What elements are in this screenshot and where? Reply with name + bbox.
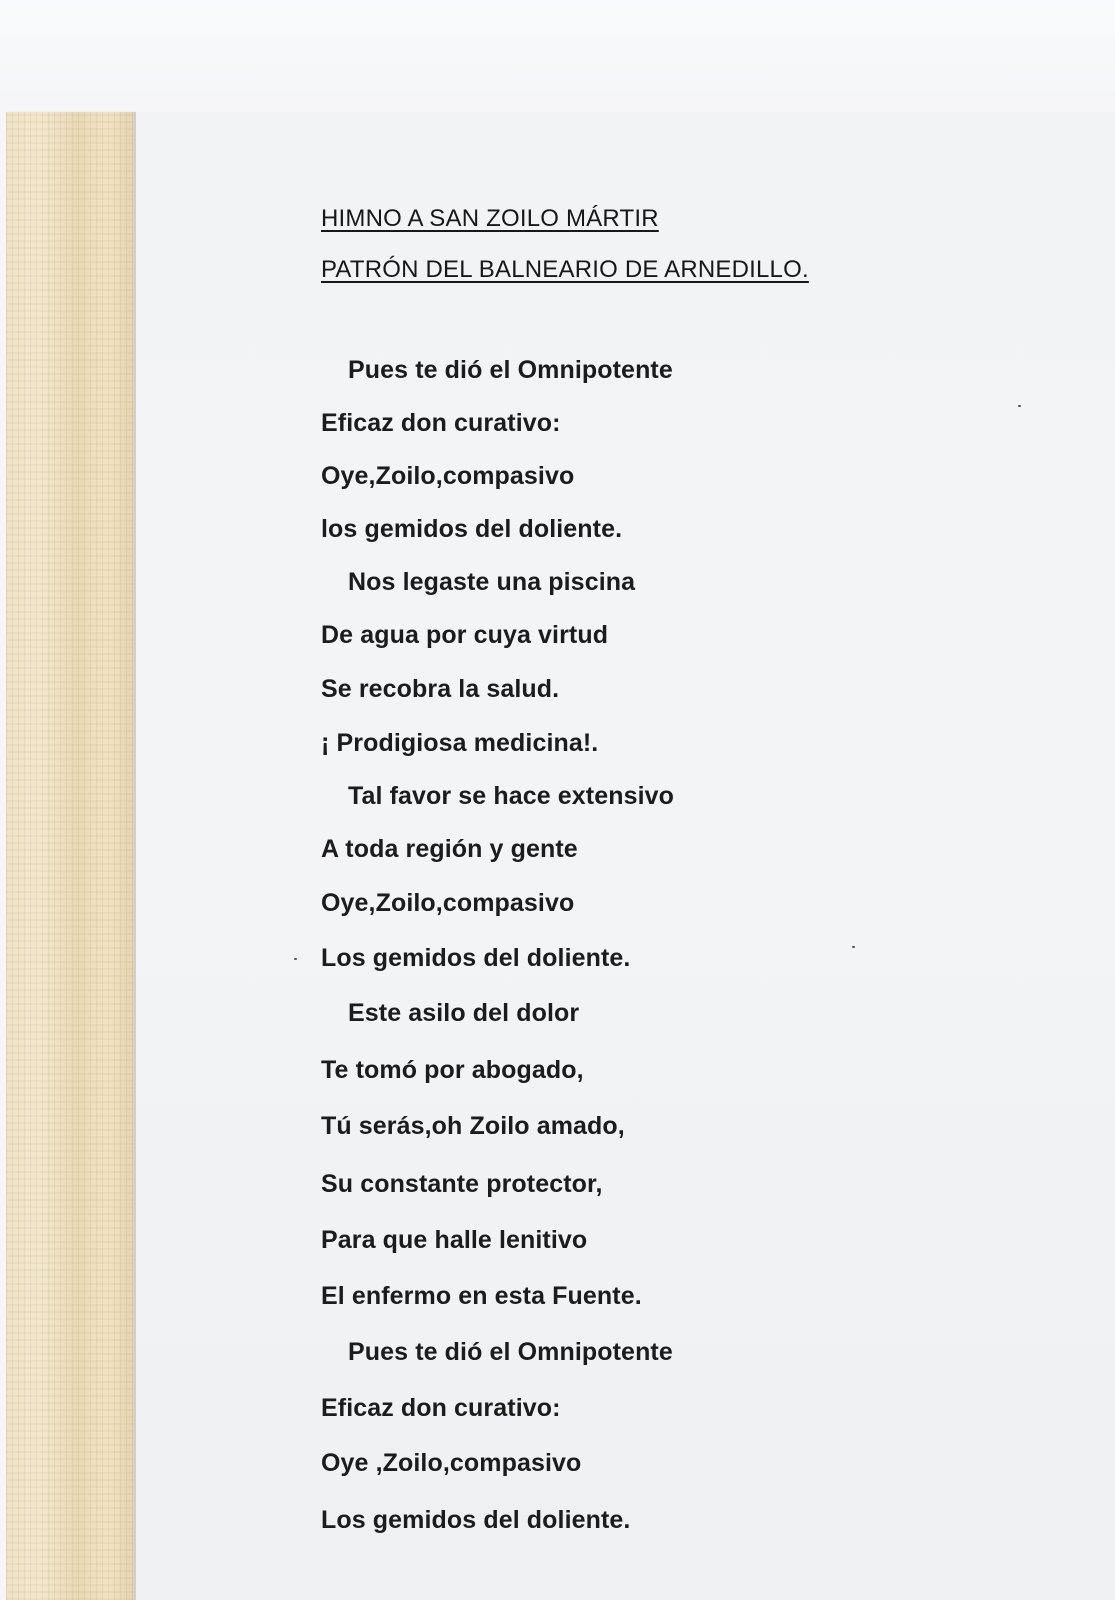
verse-line: Oye,Zoilo,compasivo <box>321 462 575 490</box>
verse-line: Su constante protector, <box>321 1170 603 1198</box>
verse-line: ¡ Prodigiosa medicina!. <box>321 729 599 757</box>
hymn-title: HIMNO A SAN ZOILO MÁRTIR <box>321 205 659 232</box>
verse-line: Tal favor se hace extensivo <box>348 782 675 810</box>
verse-line: Eficaz don curativo: <box>321 409 561 437</box>
verse-line: Pues te dió el Omnipotente <box>348 1338 673 1366</box>
verse-line: El enfermo en esta Fuente. <box>321 1282 642 1310</box>
verse-line: Tú serás,oh Zoilo amado, <box>321 1112 625 1140</box>
verse-line: Este asilo del dolor <box>348 999 580 1027</box>
verse-line: De agua por cuya virtud <box>321 621 609 649</box>
dust-speck <box>852 946 855 948</box>
verse-line: Nos legaste una piscina <box>348 568 636 596</box>
verse-line: los gemidos del doliente. <box>321 515 623 543</box>
verse-line: Se recobra la salud. <box>321 675 560 703</box>
dust-speck <box>1018 405 1021 407</box>
verse-line: Eficaz don curativo: <box>321 1394 561 1422</box>
verse-line: Para que halle lenitivo <box>321 1226 588 1254</box>
dust-speck <box>294 958 297 960</box>
hymn-subtitle: PATRÓN DEL BALNEARIO DE ARNEDILLO. <box>321 256 809 283</box>
verse-line: A toda región y gente <box>321 835 578 863</box>
verse-line: Pues te dió el Omnipotente <box>348 356 673 384</box>
verse-line: Oye ,Zoilo,compasivo <box>321 1449 582 1477</box>
verse-line: Los gemidos del doliente. <box>321 944 631 972</box>
background-top <box>0 0 1115 112</box>
verse-line: Los gemidos del doliente. <box>321 1506 631 1534</box>
binding-strip <box>6 112 136 1600</box>
verse-line: Oye,Zoilo,compasivo <box>321 889 575 917</box>
verse-line: Te tomó por abogado, <box>321 1056 584 1084</box>
paper-sheet <box>136 112 1115 1600</box>
